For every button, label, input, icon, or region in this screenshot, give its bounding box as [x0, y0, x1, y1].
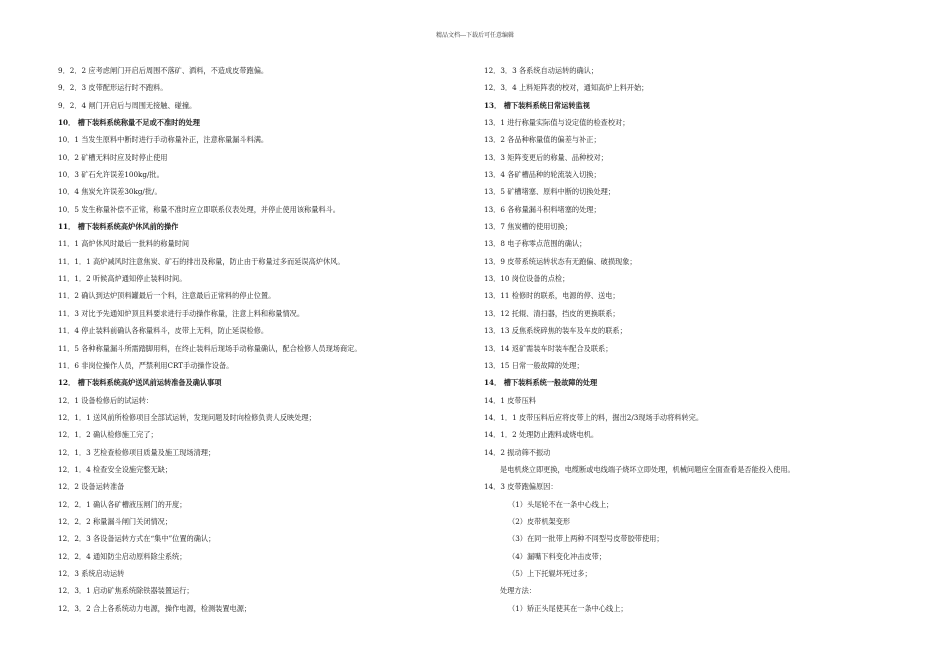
text-line: 13．3 矩阵变更后的称量、品种校对；	[484, 152, 608, 162]
text-line: 13．8 电子称零点范围的确认；	[484, 239, 587, 249]
text-line: 11．3 对比予先通知炉顶且料要求进行手动操作称量，注意上料和称量情况。	[58, 308, 305, 318]
text-line: 13．12 托辊、清扫器，挡皮的更换联系；	[484, 308, 620, 318]
text-line: 12．1．2 确认检修施工完了；	[58, 430, 158, 440]
text-line: 是电机烧立即更换，电缆断或电线端子烧坏立即处理，机械问题应全面查看是否能投入使用。	[500, 464, 795, 474]
text-line: 13．11 检修时的联系，电源的停、送电；	[484, 291, 620, 301]
text-line: （2）皮带机架变形	[508, 516, 571, 526]
section-heading: 12． 槽下装料系统高炉送风前运转准备及确认事项	[58, 378, 222, 388]
section-heading: 10． 槽下装料系统称量不足或不准时的处理	[58, 118, 200, 128]
text-line: 11．1．1 高炉减风时注意焦炭、矿石的排出及称量，防止由于称量过多而延误高炉休风。	[58, 256, 345, 266]
text-line: 13．6 各称量漏斗积料堵塞的处理；	[484, 204, 601, 214]
text-line: 13．14 返矿需装车时装车配合及联系；	[484, 343, 613, 353]
text-line: 14．1 皮带压料	[484, 395, 536, 405]
left-column	[58, 62, 478, 617]
text-line: 14．2 振动筛不振动	[484, 447, 551, 457]
text-line: 12．3 系统启动运转	[58, 568, 125, 578]
text-line: 11．5 各种称量漏斗所需踏脚用料，在终止装料后现场手动称量确认，配合检修人员现场商定。	[58, 343, 362, 353]
text-line: 12．1 设备检修后的试运转：	[58, 395, 154, 405]
text-line: 13．4 各矿槽品种的轮流装入切换；	[484, 170, 601, 180]
text-line: 12．3．2 合上各系统动力电源，操作电源，检测装置电源；	[58, 603, 252, 613]
text-line: 处理方法：	[500, 586, 536, 596]
text-line: 10．1 当发生原料中断时进行手动称量补正，注意称量漏斗料满。	[58, 135, 269, 145]
section-heading: 13． 槽下装料系统日常运转监视	[484, 100, 590, 110]
text-line: 10．2 矿槽无料时应及时停止使用	[58, 152, 168, 162]
text-line: 12．1．1 送风前所检修项目全部试运转，发现问题及时向检修负责人反映处理；	[58, 412, 316, 422]
text-line: 13．5 矿槽堵塞、原料中断的切换处理；	[484, 187, 616, 197]
text-line: 12．3．4 上料矩阵表的校对，通知高炉上料开始；	[484, 83, 649, 93]
text-line: 9．2．3 皮带配形运行时不跑料。	[58, 83, 168, 93]
text-line: 9．2．4 闸门开启后与周围无接触、碰撞。	[58, 100, 197, 110]
text-line: 9．2．2 应考虑闸门开启后周围不落矿、洒料，不造成皮带跑偏。	[58, 66, 269, 75]
text-line: 12．2．2 称量漏斗闸门关闭情况；	[58, 516, 173, 526]
text-line: 11．6 非岗位操作人员，严禁利用CRT手动操作设备。	[58, 360, 234, 370]
text-line: 12．2 设备运转准备	[58, 482, 125, 492]
text-line: 12．3．1 启动矿焦系统除铁器装置运行；	[58, 586, 194, 596]
text-line: 11．2 确认到达炉顶料罐最后一个料，注意最后正常料的停止位置。	[58, 291, 276, 301]
text-line: 13．13 反焦系统碎焦的装车及车皮的联系；	[484, 326, 627, 336]
text-line: 12．2．1 确认各矿槽液压闸门的开度；	[58, 499, 187, 509]
text-line: （4）漏嘴下料变化冲击皮带；	[508, 551, 607, 561]
right-column	[484, 62, 904, 617]
text-line: （3）在同一批带上两种不同型号皮带胶带使用；	[508, 534, 664, 544]
text-line: 12．2．4 通知防尘启动原料除尘系统；	[58, 551, 187, 561]
text-line: 13．7 焦炭槽的使用切换；	[484, 222, 572, 232]
page-header: 精品文档---下载后可任意编辑	[435, 32, 515, 39]
text-line: 10．5 发生称量补偿不正常，称量不准时应立即联系仪表处理，并停止使用该称量料斗。	[58, 204, 340, 214]
text-line: 10．3 矿石允许误差100kg/批。	[58, 170, 164, 180]
text-line: 13．2 各品种称量值的偏差与补正；	[484, 135, 601, 145]
text-line: 14．1．2 处理防止跑料或烧电机。	[484, 430, 599, 440]
section-heading: 11． 槽下装料系统高炉休风前的操作	[58, 222, 179, 232]
text-line: 11．1．2 听候高炉通知停止装料时间。	[58, 274, 187, 284]
text-line: 14．3 皮带跑偏原因：	[484, 482, 558, 492]
text-line: 13．15 日常一般故障的处理；	[484, 360, 584, 370]
text-line: （5）上下托辊坏死过多；	[508, 568, 592, 578]
text-line: 12．1．4 检查安全设施完整无缺；	[58, 464, 173, 474]
text-line: （1）头尾轮不在一条中心线上；	[508, 499, 614, 509]
text-line: 13．1 进行称量实际值与设定值的检查校对；	[484, 118, 630, 128]
text-line: 12．3．3 各系统自动运转的确认；	[484, 66, 599, 75]
text-line: 10．4 焦炭允许误差30kg/批/。	[58, 187, 162, 197]
text-line: 13．10 岗位设备的点检；	[484, 274, 570, 284]
text-line: 12．2．3 各设备运转方式在“集中”位置的确认；	[58, 534, 216, 544]
text-line: （1）矫正头尾使其在一条中心线上；	[508, 603, 628, 613]
text-line: 11．1 高炉休风时最后一批料的称量时间	[58, 239, 190, 249]
text-line: 12．1．3 艺检查检修项目质量及施工现场清理；	[58, 447, 216, 457]
text-line: 11．4 停止装料前确认各称量料斗，皮带上无料，防止延误检修。	[58, 326, 269, 336]
text-line: 14．1．1 皮带压料后应将皮带上的料，掘出2/3现场手动将料转完。	[484, 412, 704, 422]
section-heading: 14． 槽下装料系统一般故障的处理	[484, 378, 598, 388]
text-line: 13．9 皮带系统运转状态有无跑偏、破损现象；	[484, 256, 637, 266]
